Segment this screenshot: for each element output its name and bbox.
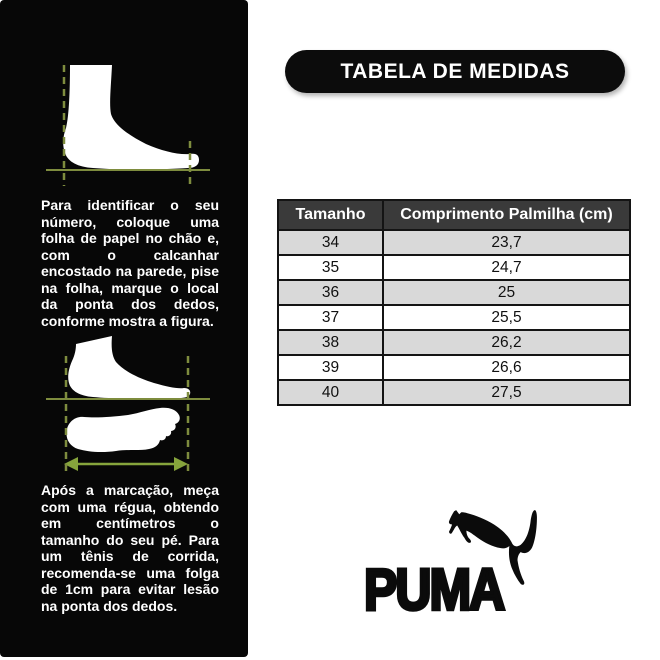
title-banner	[285, 50, 625, 93]
page-title: TABELA DE MEDIDAS	[340, 59, 570, 83]
table-row	[278, 230, 630, 255]
table-cell: 27,5	[383, 380, 630, 405]
table-cell: 38	[278, 330, 383, 355]
table-row	[278, 305, 630, 330]
size-table-body	[278, 230, 630, 405]
table-row	[278, 380, 630, 405]
table-cell: 26,2	[383, 330, 630, 355]
table-cell: 40	[278, 380, 383, 405]
table-cell: 39	[278, 355, 383, 380]
table-cell: 25	[383, 280, 630, 305]
instruction-text-2: Após a marcação, meça com uma régua, obtendo em centímetros o tamanho do seu pé. Para um tênis de corrida, recomenda-se uma folga de 1cm para evitar lesão na ponta dos dedos.	[41, 482, 219, 614]
instruction-text-1: Para identificar o seu número, coloque uma folha de papel no chão e, com o calcanhar encostado na parede, pise na folha, marque o local da ponta dos dedos, conforme mostra a figura.	[41, 197, 219, 329]
table-row	[278, 280, 630, 305]
table-cell: 23,7	[383, 230, 630, 255]
table-cell: 26,6	[383, 355, 630, 380]
table-row	[278, 355, 630, 380]
foot-silhouette	[63, 65, 199, 170]
column-header-size: Tamanho	[278, 200, 383, 230]
table-row	[278, 255, 630, 280]
puma-wordmark: PUMA	[364, 557, 504, 623]
table-header-row	[278, 200, 630, 230]
foot-side-profile-illustration	[38, 56, 223, 191]
foot-measure-illustration	[38, 328, 223, 478]
table-cell: 34	[278, 230, 383, 255]
table-cell: 35	[278, 255, 383, 280]
size-table	[277, 199, 631, 406]
table-cell: 24,7	[383, 255, 630, 280]
table-cell: 37	[278, 305, 383, 330]
foot-side-silhouette	[68, 336, 190, 399]
column-header-length: Comprimento Palmilha (cm)	[383, 200, 630, 230]
table-cell: 25,5	[383, 305, 630, 330]
table-cell: 36	[278, 280, 383, 305]
table-row	[278, 330, 630, 355]
instructions-panel	[0, 0, 248, 657]
footprint-silhouette	[66, 408, 179, 452]
arrow-right-head-icon	[174, 457, 188, 471]
